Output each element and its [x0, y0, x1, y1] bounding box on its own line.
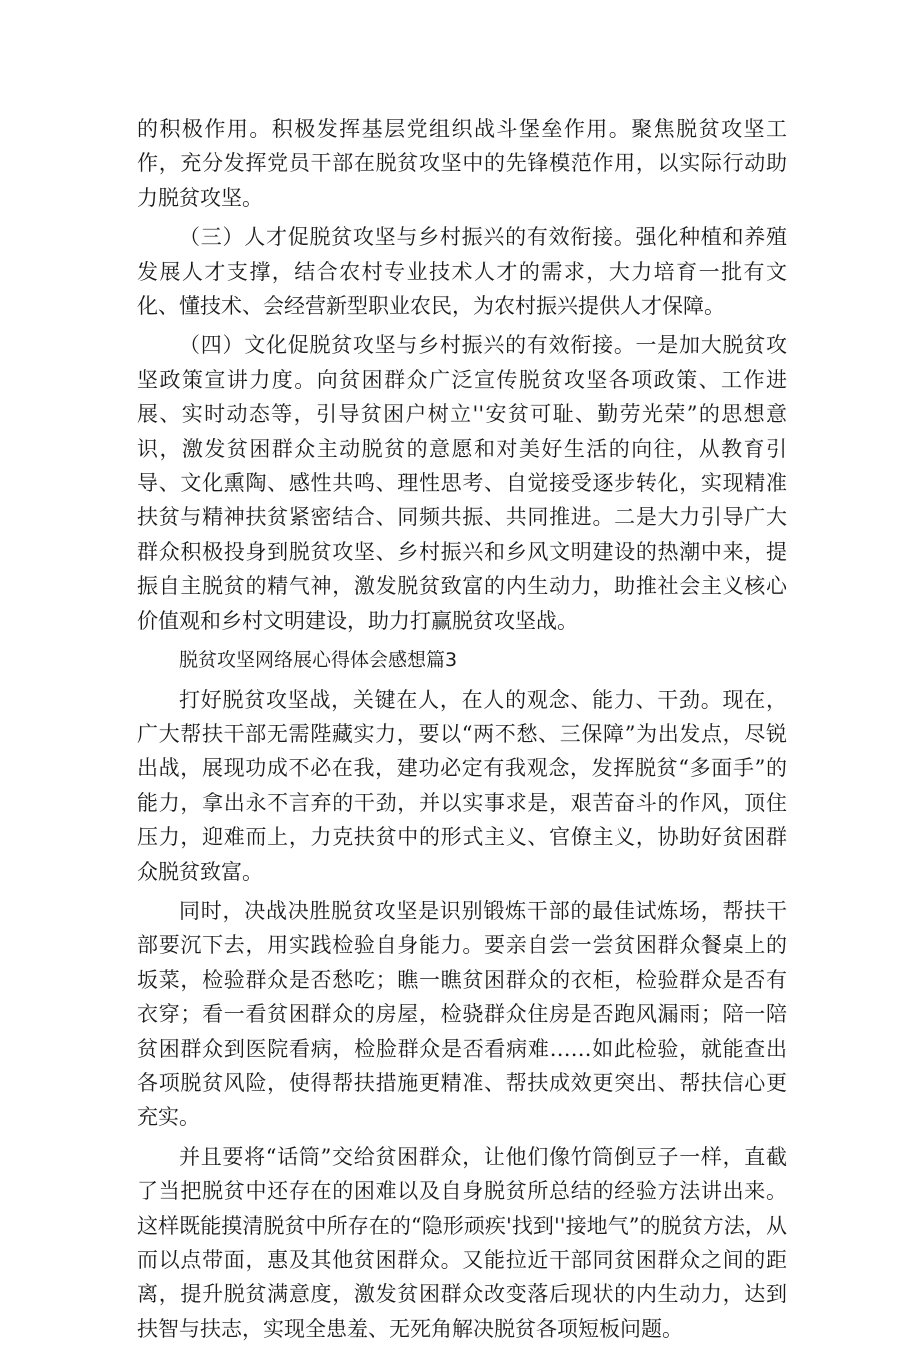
paragraph-culture: （四）文化促脱贫攻坚与乡村振兴的有效衔接。一是加大脱贫攻坚政策宣讲力度。向贫困群众广泛宣传脱贫攻坚各项政策、工作进展、实时动态等，引导贫困户树立''安贫可耻、勤劳光荣”的思想意识，激发贫困群众主动脱贫的意愿和对美好生活的向往，从教育引导、文化熏陶、感性共鸣、理性思考、自觉接受逐步转化，实现精准扶贫与精神扶贫紧密结合、同频共振、共同推进。二是大力引导广大群众积极投身到脱贫攻坚、乡村振兴和乡风文明建设的热潮中来，提振自主脱贫的精气神，激发脱贫致富的内生动力，助推社会主义核心价值观和乡村文明建设，助力打赢脱贫攻坚战。	[137, 333, 787, 633]
paragraph-key-people: 打好脱贫攻坚战，关键在人，在人的观念、能力、干劲。现在，广大帮扶干部无需陛藏实力，要以“两不愁、三保障”为出发点，尽锐出战，展现功成不必在我，建功必定有我观念，发挥脱贫“多面手”的能力，拿出永不言弃的干劲，并以实事求是，艰苦奋斗的作风，顶住压力，迎难而上，力克扶贫中的形式主义、官僚主义，协助好贫困群众脱贫致富。	[137, 687, 787, 884]
section-heading: 脱贫攻坚网络展心得体会感想篇3	[179, 649, 458, 672]
paragraph-talent: （三）人才促脱贫攻坚与乡村振兴的有效衔接。强化种植和养殖发展人才支撑，结合农村专业技术人才的需求，大力培育一批有文化、懂技术、会经营新型职业农民，为农村振兴提供人才保障。	[137, 225, 787, 319]
document-body	[137, 112, 787, 1346]
paragraph-training-ground: 同时，决战决胜脱贫攻坚是识别锻炼干部的最佳试炼场，帮扶干部要沉下去，用实践检验自身能力。要亲自尝一尝贫困群众餐桌上的坂菜，检验群众是否愁吃；瞧一瞧贫困群众的衣柜，检验群众是否有衣穿；看一看贫困群众的房屋，检骁群众住房是否跑风漏雨；陪一陪贫困群众到医院看病，检脸群众是否看病难……如此检验，就能查出各项脱贫风险，使得帮扶措施更精准、帮扶成效更突出、帮扶信心更充实。	[137, 898, 787, 1130]
paragraph-continuation: 的积极作用。积极发挥基层党组织战斗堡垒作用。聚焦脱贫攻坚工作，充分发挥党员干部在脱贫攻坚中的先锋模范作用，以实际行动助力脱贫攻坚。	[137, 117, 787, 210]
paragraph-microphone: 并且要将“话筒”交给贫困群众，让他们像竹筒倒豆子一样，直截了当把脱贫中还存在的困难以及自身脱贫所总结的经验方法讲出来。这样既能摸清脱贫中所存在的“隐形顽疾'找到''接地气”的脱贫方法，从而以点带面，惠及其他贫困群众。又能拉近干部同贫困群众之间的距离，提升脱贫满意度，激发贫困群众改变落后现状的内生动力，达到扶智与扶志，实现全患羞、无死角解决脱贫各项短板问题。	[137, 1144, 787, 1341]
